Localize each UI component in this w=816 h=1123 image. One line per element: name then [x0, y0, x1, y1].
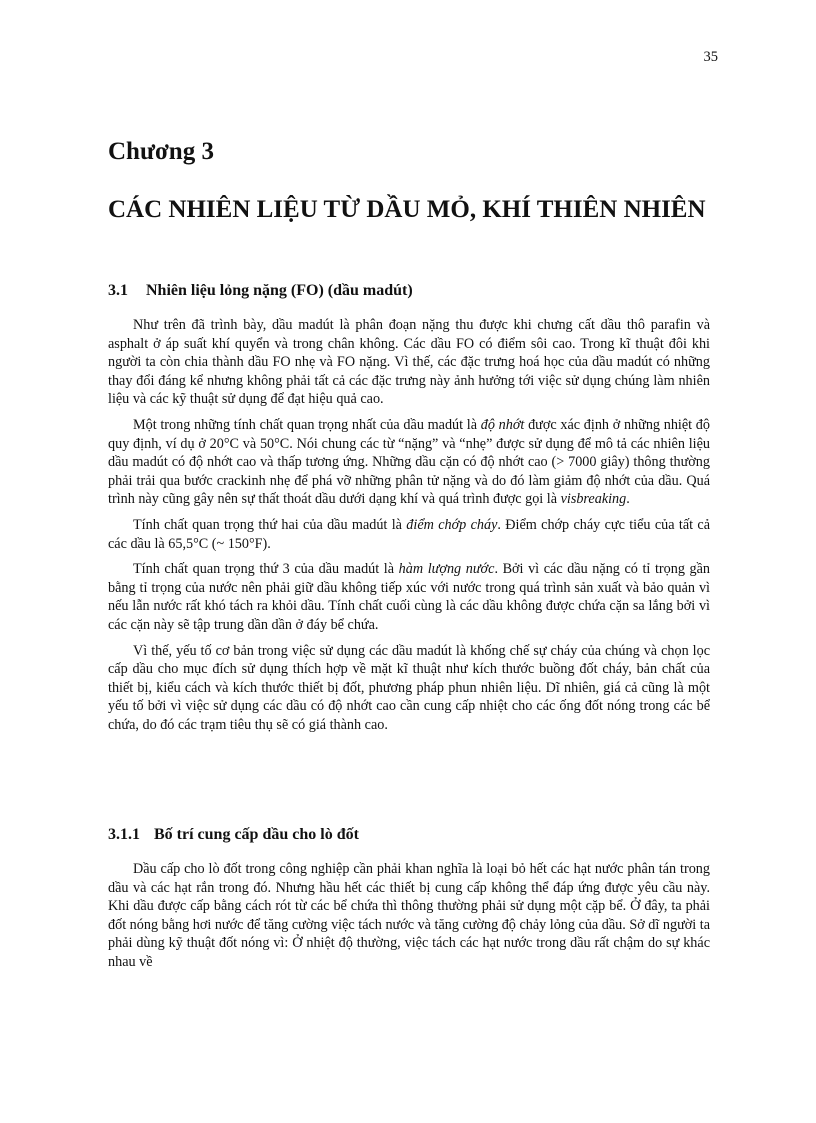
paragraph-2 [108, 416, 710, 509]
term-flash-point: điểm chớp cháy [406, 516, 498, 533]
chapter-title: CÁC NHIÊN LIỆU TỪ DẦU MỎ, KHÍ THIÊN NHIÊN [108, 196, 706, 223]
section-title: Nhiên liệu lỏng nặng (FO) (dầu madút) [146, 282, 413, 299]
paragraph-2-text-c: . [626, 491, 630, 508]
term-viscosity: độ nhớt [480, 416, 525, 433]
section-3-1-body [108, 316, 710, 741]
section-title: Bố trí cung cấp dầu cho lò đốt [154, 826, 359, 843]
section-heading-3-1-1 [108, 826, 359, 844]
paragraph-3-text-a: Tính chất quan trọng thứ hai của dầu madút là [133, 516, 407, 533]
paragraph-6: Dầu cấp cho lò đốt trong công nghiệp cần phải khan nghĩa là loại bỏ hết các hạt nước phân tán trong dầu và các hạt rắn trong đó. Nhưng hầu hết các thiết bị cung cấp không thể đáp ứng được yêu cầu này. Khi dầu được cấp bằng cách rót từ các bể chứa thì thông thường phải sử dụng một cặp bể. Ở đây, ta phải đốt nóng bằng hơi nước để tăng cường việc tách nước và tăng cường độ chảy lỏng của dầu. Sở dĩ người ta phải dùng kỹ thuật đốt nóng vì: Ở nhiệt độ thường, việc tách các hạt nước trong dầu rất chậm do sự khác nhau về [108, 861, 710, 970]
paragraph-2-text-a: Một trong những tính chất quan trọng nhất của dầu madút là [133, 416, 481, 433]
paragraph-1: Như trên đã trình bày, dầu madút là phân đoạn nặng thu được khi chưng cất dầu thô parafin và asphalt ở áp suất khí quyển và trong chân không. Các dầu FO có điểm sôi cao. Trong kĩ thuật đôi khi người ta còn chia thành dầu FO nhẹ và FO nặng. Vì thế, các đặc trưng hoá học của dầu madút có những thay đổi đáng kể nhưng không phải tất cả các đặc trưng này ảnh hưởng tới việc sử dụng chúng làm nhiên liệu và các kỹ thuật sử dụng để đạt hiệu quả cao. [108, 317, 710, 408]
section-3-1-1-body [108, 860, 710, 979]
paragraph-2-text-b: được xác định ở những nhiệt độ quy định, ví dụ ở 20°C và 50°C. Nói chung các từ “nặng” và “nhẹ” được sử dụng để mô tả các nhiên liệu dầu madút có độ nhớt cao và thấp tương ứng. Những dầu cặn có độ nhớt cao (> 7000 giây) thông thường phải trải qua bước crackinh nhẹ để phá vỡ những phân tử nặng và do đó làm giảm độ nhớt của dầu. Quá trình này cũng gây nên sự thất thoát dầu dưới dạng khí và quá trình được gọi là [108, 416, 710, 508]
term-visbreaking: visbreaking [560, 491, 627, 508]
paragraph-3-text-b: . Điểm chớp cháy cực tiểu của tất cả các dầu là 65,5°C (~ 150°F). [108, 516, 710, 552]
paragraph-4-text-b: . Bởi vì các dầu nặng có tỉ trọng gần bằng tỉ trọng của nước nên phải giữ dầu không tiếp xúc với nước trong quá trình sản xuất và bảo quản vì nếu lẫn nước rất khó tách ra khỏi dầu. Tính chất cuối cùng là các dầu không được chứa cặn sa lắng bởi vì các cặn này sẽ tập trung dần dần ở đáy bể chứa. [108, 561, 710, 633]
section-number: 3.1.1 [108, 826, 140, 843]
page-number: 35 [703, 49, 718, 65]
term-water-content: hàm lượng nước [398, 561, 495, 578]
section-heading-3-1 [108, 282, 413, 300]
paragraph-4-text-a: Tính chất quan trọng thứ 3 của dầu madút là [133, 561, 399, 578]
chapter-label: Chương 3 [108, 138, 214, 165]
section-number: 3.1 [108, 282, 128, 299]
paragraph-4 [108, 560, 710, 634]
paragraph-5: Vì thế, yếu tố cơ bản trong việc sử dụng các dầu madút là khống chế sự cháy của chúng và chọn lọc cấp dầu cho mục đích sử dụng thích hợp về mặt kĩ thuật như kích thước buồng đốt cháy, bản chất của thiết bị, kiểu cách và kích thước thiết bị đốt, phương pháp phun nhiên liệu. Dĩ nhiên, giá cả cũng là một yếu tố bởi vì việc sử dụng các dầu có độ nhớt cao cần cung cấp nhiệt cho các ống đốt nóng trong các bể chứa, do đó các trạm tiêu thụ sẽ có giá thành cao. [108, 642, 710, 733]
paragraph-3 [108, 516, 710, 553]
